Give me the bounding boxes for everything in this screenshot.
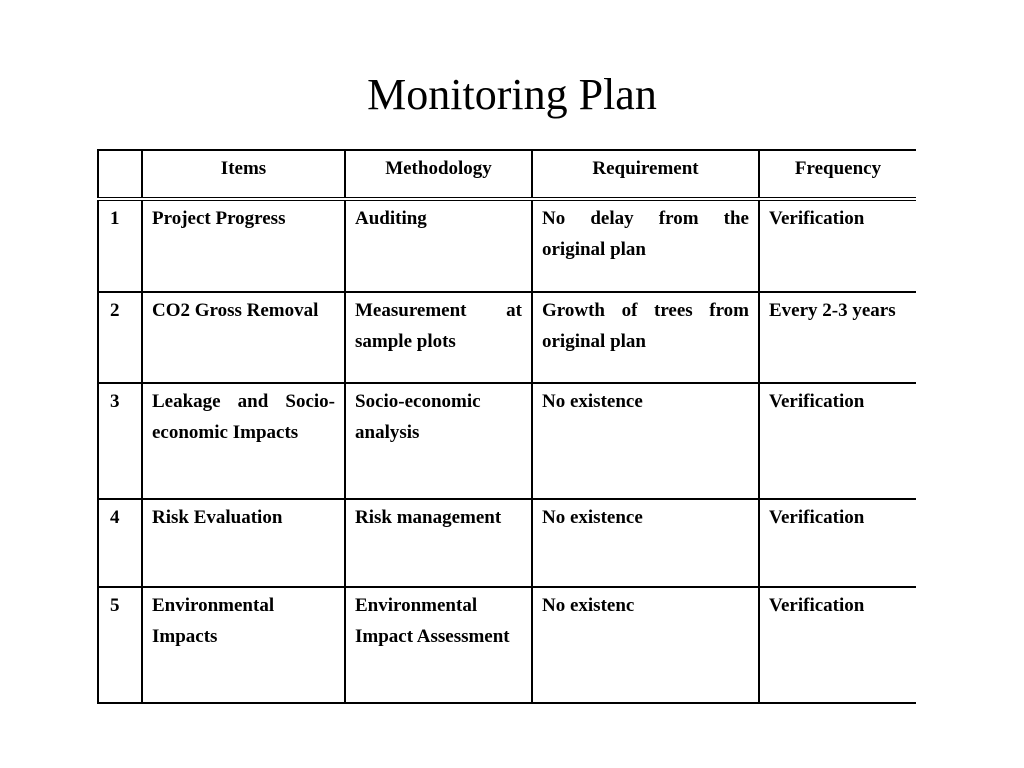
cell-methodology: Environmental Impact Assessment — [345, 587, 532, 703]
cell-frequency: Every 2-3 years — [759, 292, 916, 383]
cell-methodology: Measurement at sample plots — [345, 292, 532, 383]
cell-item: Environmental Impacts — [142, 587, 345, 703]
header-requirement: Requirement — [532, 150, 759, 199]
cell-item: CO2 Gross Removal — [142, 292, 345, 383]
cell-requirement: No existence — [532, 383, 759, 499]
cell-requirement: Growth of trees from original plan — [532, 292, 759, 383]
cell-item: Risk Evaluation — [142, 499, 345, 587]
cell-methodology: Socio-economic analysis — [345, 383, 532, 499]
header-methodology: Methodology — [345, 150, 532, 199]
cell-number: 5 — [98, 587, 142, 703]
cell-item: Project Progress — [142, 199, 345, 292]
cell-requirement: No existence — [532, 499, 759, 587]
cell-requirement: No existenc — [532, 587, 759, 703]
cell-number: 1 — [98, 199, 142, 292]
cell-frequency: Verification — [759, 499, 916, 587]
cell-methodology: Auditing — [345, 199, 532, 292]
cell-frequency: Verification — [759, 199, 916, 292]
slide-title: Monitoring Plan — [367, 70, 657, 119]
cell-number: 4 — [98, 499, 142, 587]
cell-item: Leakage and Socio-economic Impacts — [142, 383, 345, 499]
table-header-row — [98, 150, 916, 199]
header-items: Items — [142, 150, 345, 199]
cell-number: 3 — [98, 383, 142, 499]
table-row — [98, 292, 916, 383]
table-row — [98, 383, 916, 499]
table-row — [98, 587, 916, 703]
table-row — [98, 499, 916, 587]
cell-number: 2 — [98, 292, 142, 383]
cell-frequency: Verification — [759, 587, 916, 703]
cell-requirement: No delay from the original plan — [532, 199, 759, 292]
header-number — [98, 150, 142, 199]
header-frequency: Frequency — [759, 150, 916, 199]
monitoring-plan-table — [97, 149, 916, 704]
cell-frequency: Verification — [759, 383, 916, 499]
cell-methodology: Risk management — [345, 499, 532, 587]
table-row — [98, 199, 916, 292]
